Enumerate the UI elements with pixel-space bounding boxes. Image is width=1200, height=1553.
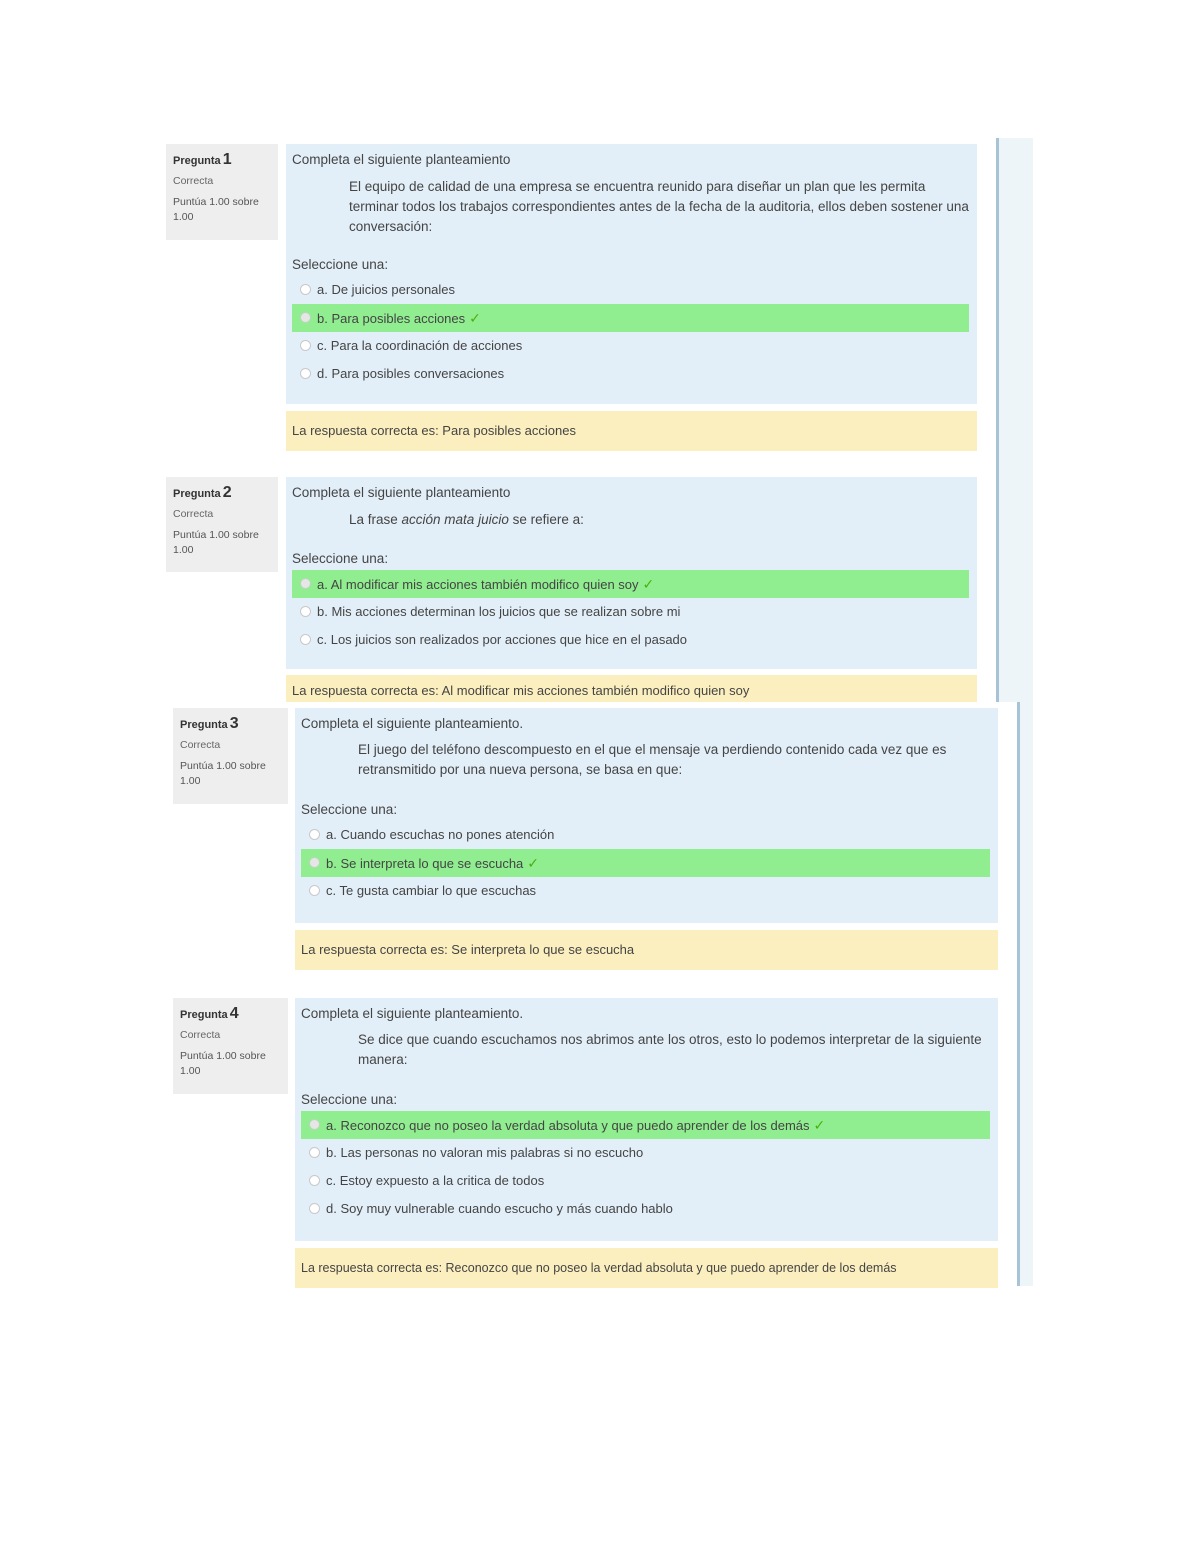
- radio-icon[interactable]: [309, 1119, 320, 1130]
- correct-answer-feedback: La respuesta correcta es: Se interpreta lo que se escucha: [295, 930, 998, 970]
- question-grade: Puntúa 1.00 sobre 1.00: [180, 760, 266, 787]
- question-grade: Puntúa 1.00 sobre 1.00: [173, 529, 259, 556]
- radio-icon[interactable]: [309, 829, 320, 840]
- question-state: Correcta: [173, 175, 214, 187]
- question-title: Pregunta 4: [180, 1005, 239, 1022]
- answer-option[interactable]: d. Soy muy vulnerable cuando escucho y más cuando hablo: [301, 1195, 990, 1223]
- answer-option[interactable]: c. Te gusta cambiar lo que escuchas: [301, 877, 990, 905]
- checkmark-icon: ✓: [813, 1117, 826, 1133]
- answer-option[interactable]: b. Las personas no valoran mis palabras si no escucho: [301, 1139, 990, 1167]
- radio-icon[interactable]: [300, 578, 311, 589]
- radio-icon[interactable]: [300, 368, 311, 379]
- select-prompt: Seleccione una:: [292, 257, 389, 272]
- question-content: [286, 477, 977, 669]
- correct-answer-feedback: La respuesta correcta es: Al modificar mis acciones también modifico quien soy: [286, 675, 977, 702]
- answer-option-correct[interactable]: a. Reconozco que no poseo la verdad absoluta y que puedo aprender de los demás ✓: [301, 1111, 990, 1139]
- question-grade: Puntúa 1.00 sobre 1.00: [173, 196, 259, 223]
- question-title: Pregunta 3: [180, 715, 239, 732]
- checkmark-icon: ✓: [642, 576, 655, 592]
- radio-icon[interactable]: [309, 857, 320, 868]
- radio-icon[interactable]: [300, 634, 311, 645]
- question-number: 3: [229, 715, 239, 732]
- answer-option-correct[interactable]: b. Se interpreta lo que se escucha ✓: [301, 849, 990, 877]
- question-content: [286, 144, 977, 404]
- question-title: Pregunta 2: [173, 484, 232, 501]
- answer-list: [292, 570, 969, 654]
- question-body: El equipo de calidad de una empresa se encuentra reunido para diseñar un plan que les permita terminar todos los trabajos correspondientes antes de la fecha de la auditoria, ellos deben sostener una conversación:: [349, 179, 969, 234]
- radio-icon[interactable]: [300, 284, 311, 295]
- answer-list: [301, 821, 990, 905]
- answer-option[interactable]: c. Estoy expuesto a la critica de todos: [301, 1167, 990, 1195]
- checkmark-icon: ✓: [469, 310, 481, 326]
- question-body: La frase acción mata juicio se refiere a:: [349, 512, 584, 527]
- radio-icon[interactable]: [300, 340, 311, 351]
- question-intro: Completa el siguiente planteamiento: [292, 485, 511, 500]
- radio-icon[interactable]: [300, 312, 311, 323]
- question-intro: Completa el siguiente planteamiento: [292, 152, 511, 167]
- answer-option-correct[interactable]: a. Al modificar mis acciones también modifico quien soy ✓: [292, 570, 969, 598]
- question-title: Pregunta 1: [173, 151, 232, 168]
- question-number: 4: [229, 1005, 239, 1022]
- answer-option[interactable]: a. Cuando escuchas no pones atención: [301, 821, 990, 849]
- question-content: [295, 708, 998, 923]
- question-content: [295, 998, 998, 1241]
- question-number: 2: [222, 484, 232, 501]
- side-panel-bottom: [1020, 702, 1033, 1286]
- select-prompt: Seleccione una:: [301, 802, 398, 817]
- question-body: Se dice que cuando escuchamos nos abrimos ante los otros, esto lo podemos interpretar de la siguiente manera:: [358, 1032, 982, 1067]
- radio-icon[interactable]: [309, 1203, 320, 1214]
- answer-option[interactable]: c. Los juicios son realizados por acciones que hice en el pasado: [292, 626, 969, 654]
- side-divider-bottom: [1017, 702, 1020, 1286]
- question-intro: Completa el siguiente planteamiento.: [301, 1006, 524, 1021]
- radio-icon[interactable]: [309, 1175, 320, 1186]
- correct-answer-feedback: La respuesta correcta es: Para posibles acciones: [286, 411, 977, 451]
- question-state: Correcta: [180, 1029, 221, 1041]
- answer-option[interactable]: b. Mis acciones determinan los juicios que se realizan sobre mi: [292, 598, 969, 626]
- radio-icon[interactable]: [309, 885, 320, 896]
- radio-icon[interactable]: [309, 1147, 320, 1158]
- question-number: 1: [222, 151, 232, 168]
- question-info: [173, 998, 288, 1094]
- correct-answer-feedback: La respuesta correcta es: Reconozco que no poseo la verdad absoluta y que puedo aprender de los demás: [295, 1248, 998, 1288]
- answer-option[interactable]: a. De juicios personales: [292, 276, 969, 304]
- question-state: Correcta: [173, 508, 214, 520]
- question-grade: Puntúa 1.00 sobre 1.00: [180, 1050, 266, 1077]
- select-prompt: Seleccione una:: [301, 1092, 398, 1107]
- question-state: Correcta: [180, 739, 221, 751]
- question-body: El juego del teléfono descompuesto en el que el mensaje va perdiendo contenido cada vez que es retransmitido por una nueva persona, se basa en que:: [358, 742, 947, 777]
- question-info: [166, 144, 278, 240]
- question-intro: Completa el siguiente planteamiento.: [301, 716, 524, 731]
- select-prompt: Seleccione una:: [292, 551, 389, 566]
- checkmark-icon: ✓: [527, 855, 540, 871]
- answer-list: [301, 1111, 990, 1223]
- question-info: [166, 477, 278, 572]
- answer-list: [292, 276, 969, 388]
- answer-option[interactable]: c. Para la coordinación de acciones: [292, 332, 969, 360]
- side-panel-top: [999, 138, 1033, 702]
- radio-icon[interactable]: [300, 606, 311, 617]
- question-info: [173, 708, 288, 804]
- answer-option-correct[interactable]: b. Para posibles acciones ✓: [292, 304, 969, 332]
- side-divider-top: [996, 138, 999, 702]
- answer-option[interactable]: d. Para posibles conversaciones: [292, 360, 969, 388]
